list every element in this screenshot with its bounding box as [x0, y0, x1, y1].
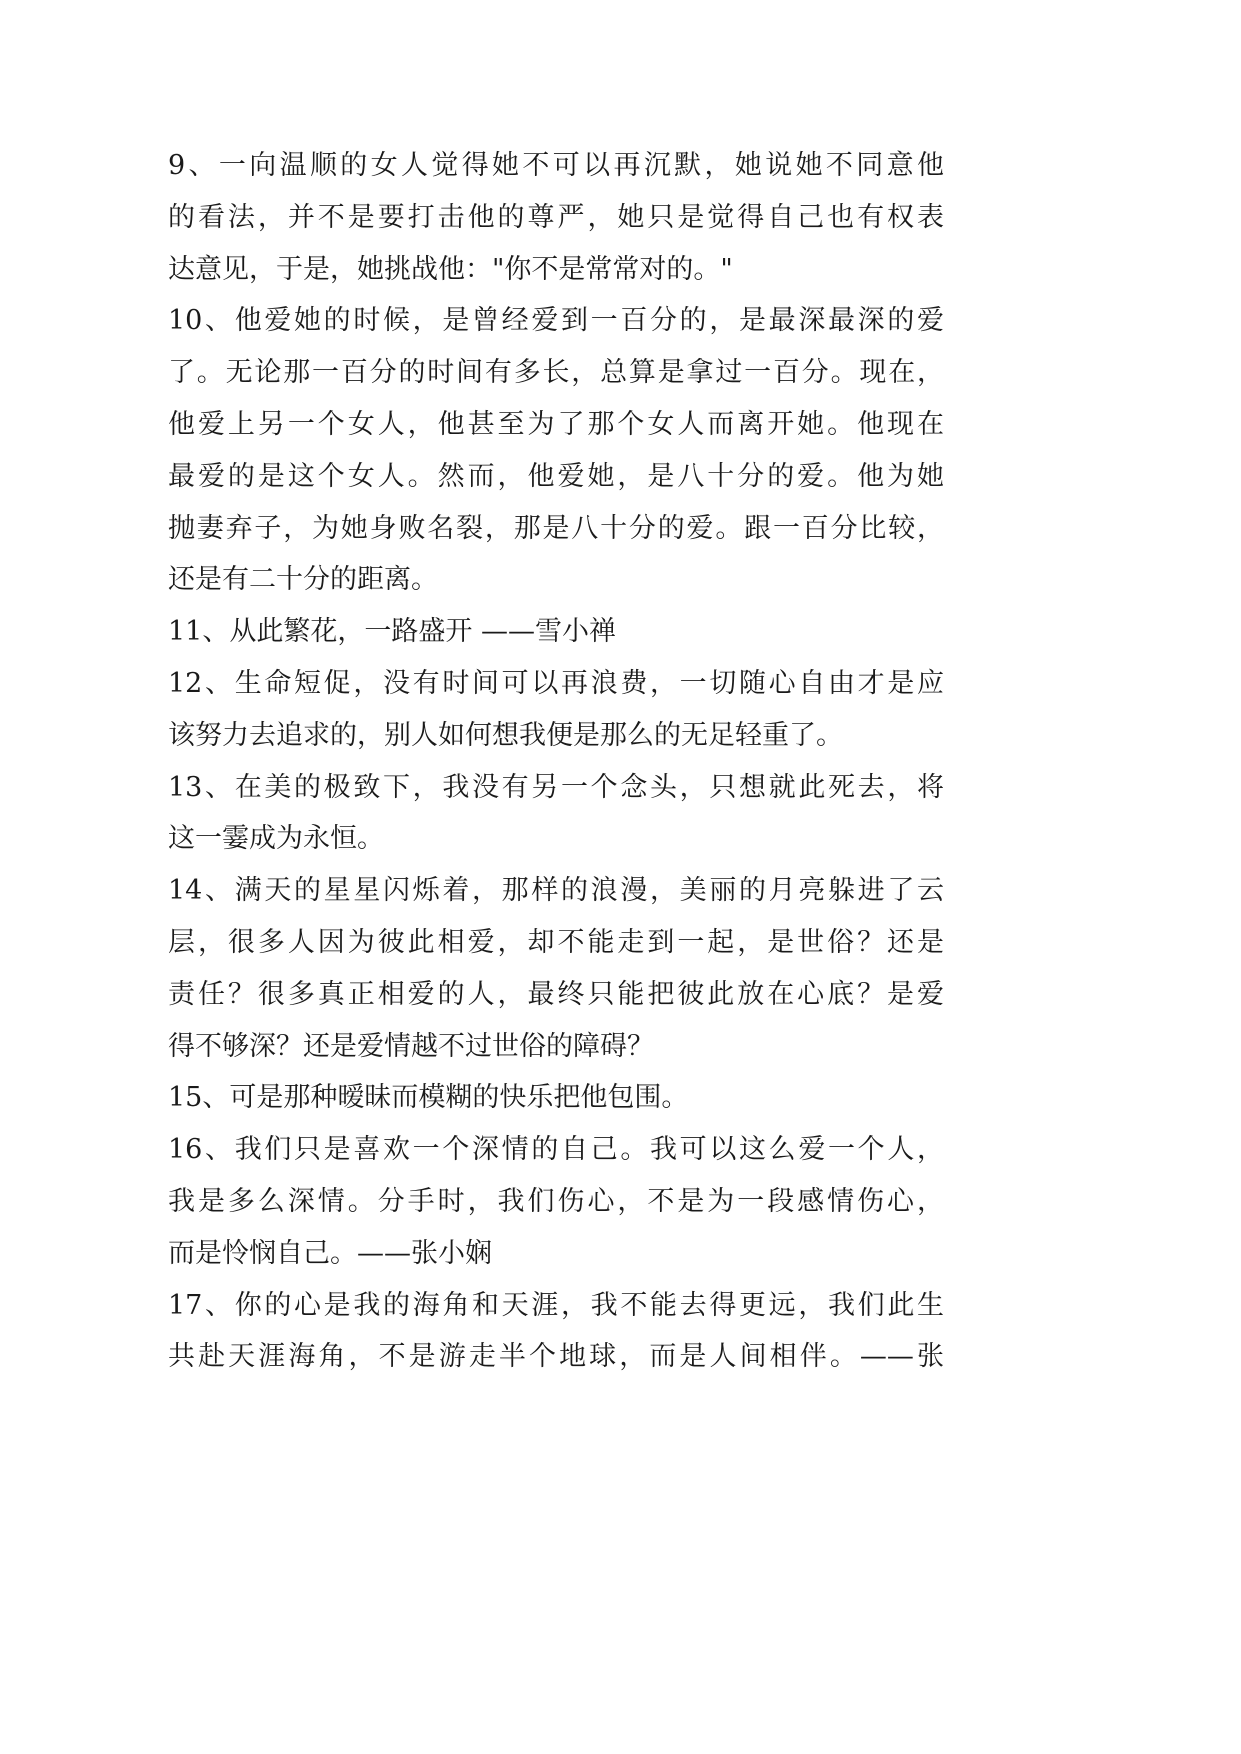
text-line: 最爱的是这个女人。然而，他爱她，是八十分的爱。他为她	[168, 460, 944, 492]
text-line: 我是多么深情。分手时，我们伤心，不是为一段感情伤心，	[168, 1185, 944, 1217]
text-line: 17、你的心是我的海角和天涯，我不能去得更远，我们此生	[168, 1289, 944, 1321]
text-line: 14、满天的星星闪烁着，那样的浪漫，美丽的月亮躲进了云	[168, 875, 944, 907]
text-line: 该努力去追求的，别人如何想我便是那么的无足轻重了。	[168, 719, 843, 751]
text-line: 达意见，于是，她挑战他："你不是常常对的。"	[168, 253, 733, 285]
text-line: 这一霎成为永恒。	[168, 823, 384, 855]
text-line: 的看法，并不是要打击他的尊严，她只是觉得自己也有权表	[168, 201, 944, 233]
text-line: 16、我们只是喜欢一个深情的自己。我可以这么爱一个人，	[168, 1134, 944, 1166]
text-line: 得不够深？还是爱情越不过世俗的障碍？	[168, 1030, 654, 1062]
text-line: 15、可是那种暧昧而模糊的快乐把他包围。	[168, 1082, 689, 1114]
text-line: 共赴天涯海角，不是游走半个地球，而是人间相伴。——张	[168, 1341, 944, 1373]
text-line: 9、一向温顺的女人觉得她不可以再沉默，她说她不同意他	[168, 150, 944, 181]
text-line: 11、从此繁花，一路盛开 ——雪小禅	[168, 616, 616, 648]
text-line: 了。无论那一百分的时间有多长，总算是拿过一百分。现在，	[168, 357, 944, 389]
text-line: 13、在美的极致下，我没有另一个念头，只想就此死去，将	[168, 771, 944, 803]
text-line: 责任？很多真正相爱的人，最终只能把彼此放在心底？是爱	[168, 978, 944, 1010]
text-line: 抛妻弃子，为她身败名裂，那是八十分的爱。跟一百分比较，	[168, 512, 944, 544]
text-line: 还是有二十分的距离。	[168, 564, 438, 596]
document-body	[168, 140, 944, 1383]
text-line: 而是怜悯自己。——张小娴	[168, 1237, 492, 1269]
text-line: 层，很多人因为彼此相爱，却不能走到一起，是世俗？还是	[168, 926, 944, 958]
text-line: 10、他爱她的时候，是曾经爱到一百分的，是最深最深的爱	[168, 305, 944, 337]
text-line: 12、生命短促，没有时间可以再浪费，一切随心自由才是应	[168, 667, 944, 699]
text-line: 他爱上另一个女人，他甚至为了那个女人而离开她。他现在	[168, 408, 944, 440]
